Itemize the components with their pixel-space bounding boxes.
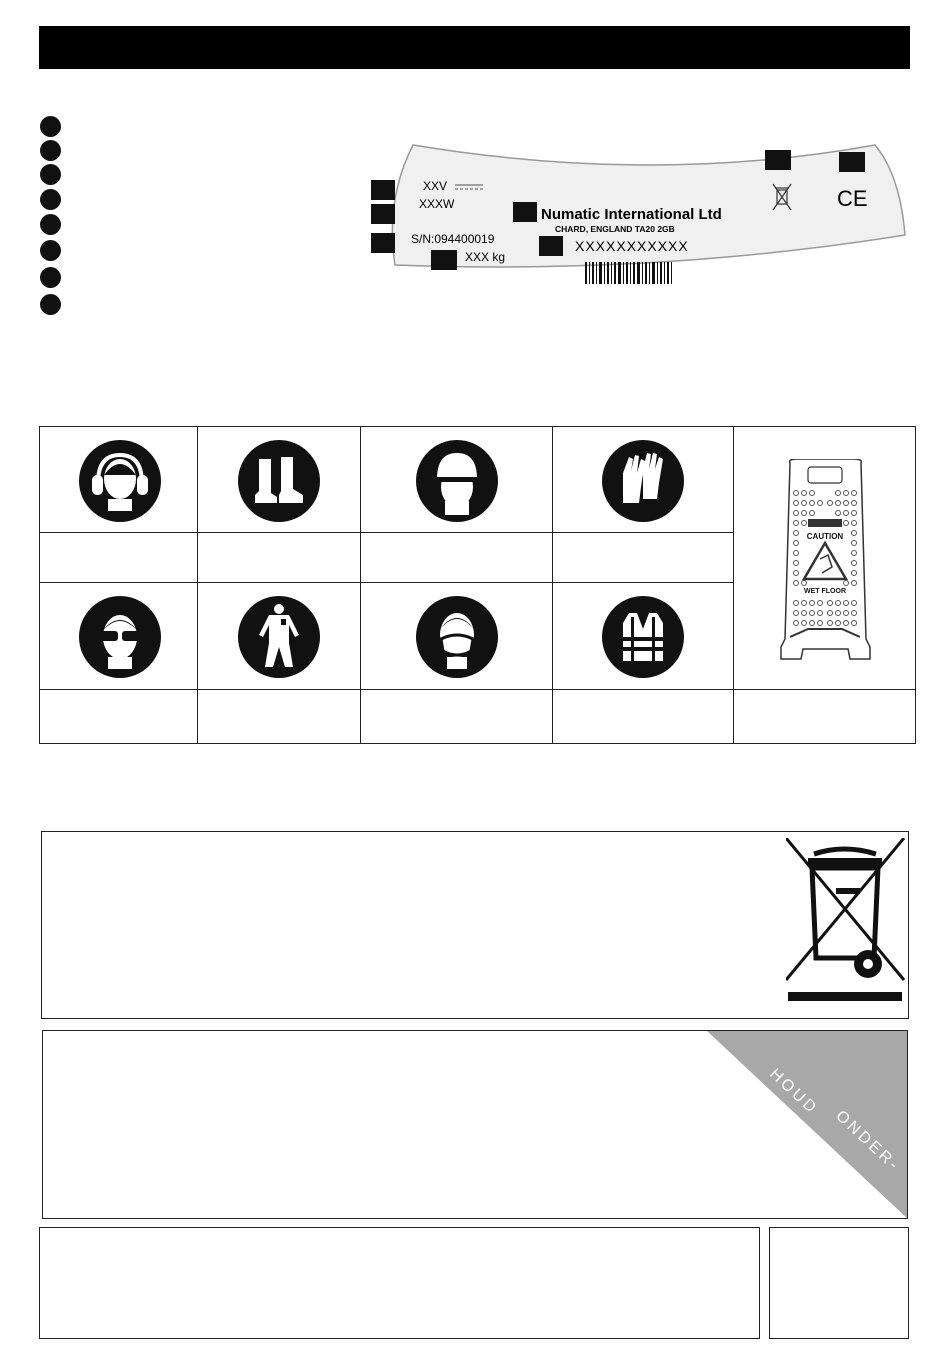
plate-index-square bbox=[765, 150, 791, 170]
ear-protection-icon bbox=[78, 439, 162, 523]
plate-index-square bbox=[839, 152, 865, 172]
ppe-label-cell bbox=[40, 533, 198, 583]
safety-boots-icon bbox=[237, 439, 321, 523]
wet-floor-sign-icon bbox=[778, 459, 873, 664]
ppe-label-cell bbox=[553, 533, 734, 583]
plate-index-square bbox=[431, 250, 457, 270]
ppe-cell bbox=[361, 583, 553, 690]
bullet-5 bbox=[40, 214, 61, 235]
ppe-label-cell bbox=[40, 690, 198, 744]
ppe-cell bbox=[361, 427, 553, 533]
wet-floor-sign-cell bbox=[734, 427, 916, 690]
corner-text-1: HOUD bbox=[766, 1065, 822, 1119]
corner-text-2: ONDER- bbox=[832, 1107, 904, 1176]
keep-corner-banner bbox=[707, 1031, 908, 1219]
plate-model-code: XXXXXXXXXXX bbox=[575, 238, 689, 254]
plate-serial: S/N:094400019 bbox=[411, 232, 495, 246]
header-bar bbox=[39, 26, 910, 69]
bottom-side-box bbox=[769, 1227, 909, 1339]
eye-protection-icon bbox=[78, 595, 162, 679]
ppe-cell bbox=[40, 583, 198, 690]
sign-caution: CAUTION bbox=[806, 532, 844, 541]
ppe-cell bbox=[40, 427, 198, 533]
keep-reference-box bbox=[42, 1030, 908, 1219]
ppe-cell bbox=[553, 583, 734, 690]
ppe-cell bbox=[198, 427, 361, 533]
plate-index-square bbox=[371, 180, 395, 200]
plate-weight: XXX kg bbox=[465, 250, 506, 264]
ppe-label-cell bbox=[198, 690, 361, 744]
overalls-icon bbox=[237, 595, 321, 679]
bullet-7 bbox=[40, 267, 61, 288]
plate-power: XXXW bbox=[419, 197, 455, 211]
ppe-label-cell bbox=[198, 533, 361, 583]
bullet-3 bbox=[40, 164, 61, 185]
ppe-label-cell bbox=[361, 533, 553, 583]
plate-address: CHARD, ENGLAND TA20 2GB bbox=[555, 224, 675, 234]
plate-company: Numatic International Ltd bbox=[541, 206, 722, 223]
hi-vis-vest-icon bbox=[601, 595, 685, 679]
hard-hat-icon bbox=[415, 439, 499, 523]
weee-box bbox=[41, 831, 909, 1019]
ppe-cell bbox=[198, 583, 361, 690]
bottom-info-box bbox=[39, 1227, 760, 1339]
ppe-table bbox=[39, 426, 916, 744]
plate-index-square bbox=[371, 204, 395, 224]
ppe-label-cell bbox=[734, 690, 916, 744]
ppe-cell bbox=[553, 427, 734, 533]
crossed-bin-icon bbox=[786, 838, 906, 1002]
bullet-8 bbox=[40, 294, 61, 315]
ppe-label-cell bbox=[361, 690, 553, 744]
bullet-6 bbox=[40, 240, 61, 261]
bullet-1 bbox=[40, 116, 61, 137]
plate-index-square bbox=[539, 236, 563, 256]
plate-index-square bbox=[371, 233, 395, 253]
gloves-icon bbox=[601, 439, 685, 523]
ppe-label-cell bbox=[553, 690, 734, 744]
face-mask-icon bbox=[415, 595, 499, 679]
bullet-4 bbox=[40, 189, 61, 210]
sign-wet-floor: WET FLOOR bbox=[804, 588, 846, 595]
plate-index-square bbox=[513, 202, 537, 222]
plate-voltage: XXV bbox=[423, 179, 448, 193]
rating-plate bbox=[355, 140, 915, 310]
bullet-2 bbox=[40, 140, 61, 161]
ce-mark: CE bbox=[837, 186, 868, 211]
